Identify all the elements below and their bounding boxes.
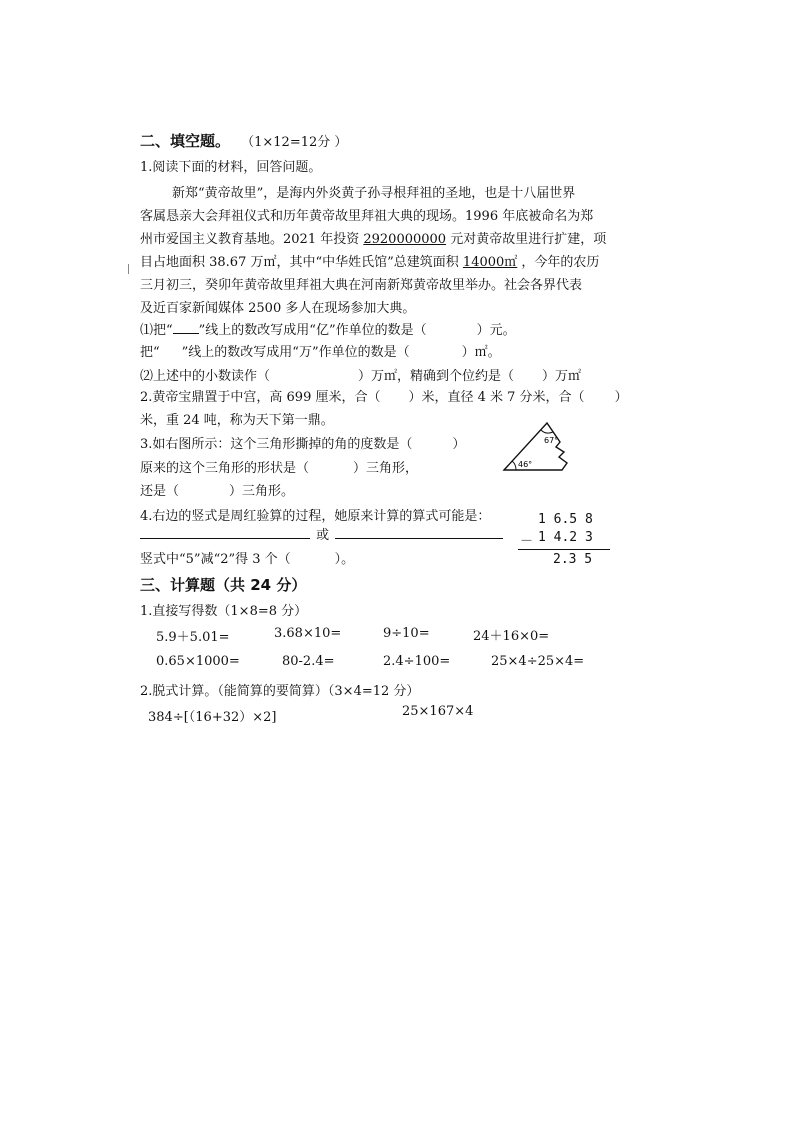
section2-title: 二、填空题。 [140, 132, 231, 150]
calc-item: 5.9＋5.01= [156, 630, 230, 645]
vertical-subtraction [518, 512, 610, 570]
q1-sub2-text: ）万㎡，精确到个位约是（ [358, 369, 515, 384]
q1-sub2-line [140, 365, 581, 384]
q2-text: ）米，直径 4 米 7 分米，合（ [408, 390, 585, 405]
calc-item: 80-2.4= [282, 654, 335, 669]
q3-text: ） [452, 437, 466, 452]
q4-answer-line [140, 524, 503, 543]
calc-item: 9÷10= [383, 626, 430, 641]
answer-line-1[interactable] [140, 524, 310, 539]
passage-line-5 [140, 274, 582, 293]
q1-stem: 1.阅读下面的材料，回答问题。 [140, 160, 322, 175]
q4-stem: 4.右边的竖式是周红验算的过程，她原来计算的算式可能是： [140, 509, 491, 524]
q3-text: 还是（ [140, 484, 180, 499]
q2-text: ） [614, 390, 628, 405]
q1-sub1-line-a [140, 319, 516, 338]
torn-triangle-figure [498, 416, 584, 474]
answer-line-2[interactable] [335, 524, 503, 539]
q3-line-2 [140, 457, 418, 476]
calc-item: 24＋16×0= [473, 629, 550, 644]
q1-sub1-text: 把“ [140, 345, 160, 360]
passage-text: ，今年的农历 [521, 255, 600, 270]
section2-heading [140, 130, 347, 151]
calc-item: 0.65×1000= [156, 654, 240, 669]
passage-line-1 [172, 182, 575, 201]
underlined-number-area: 14000㎡ [462, 255, 518, 270]
margin-mark [128, 264, 129, 274]
passage-line-4 [140, 251, 599, 270]
angle-label-46: 46° [518, 460, 533, 469]
q3-text: 原来的这个三角形的形状是（ [140, 461, 310, 476]
section2-score: （1×12=12分 ） [241, 135, 348, 150]
angle-arc-top [541, 430, 553, 433]
q3-line-3 [140, 480, 294, 499]
minus-sign: － [520, 534, 534, 549]
passage-line-3 [140, 228, 606, 247]
q1-sub1-text: ⑴把“ [140, 323, 173, 338]
angle-arc-bottom [512, 461, 516, 470]
calc-item: 2.4÷100= [383, 654, 451, 669]
q1-sub1-text: ）元。 [476, 323, 516, 338]
passage-text: 州市爱国主义教育基地。2021 年投资 [140, 232, 360, 247]
q3-line-1 [140, 433, 465, 452]
subtrahend: 1 4.2 3 [538, 530, 593, 545]
q2-line-1 [140, 386, 628, 405]
q1-sub1-text: ”线上的数改写成用“万”作单位的数是（ [181, 345, 410, 360]
underlined-number-investment: 2920000000 [363, 232, 447, 247]
q1-sub1-text: ）㎡。 [461, 345, 501, 360]
q4-text: 竖式中“5”减“2”得 3 个（ [140, 552, 291, 567]
passage-text: 新郑“黄帝故里”，是海内外炎黄子孙寻根拜祖的圣地，也是十八届世界 [172, 186, 576, 201]
q3-text: 3.如右图所示：这个三角形撕掉的角的度数是（ [140, 437, 413, 452]
passage-text: 目占地面积 38.67 万㎡，其中“中华姓氏馆”总建筑面积 [140, 255, 459, 270]
underline-marker [173, 319, 199, 334]
q4-or: 或 [316, 528, 330, 543]
angle-label-67: 67° [544, 436, 559, 445]
q3-text: ）三角形。 [229, 484, 295, 499]
q2-line-2: 米，重 24 吨，称为天下第一鼎。 [140, 413, 334, 428]
q1-sub2-text: ）万㎡ [542, 369, 582, 384]
minuend: 1 6.5 8 [538, 512, 593, 527]
calc-item: 3.68×10= [274, 626, 342, 641]
passage-text: 客属恳亲大会拜祖仪式和历年黄帝故里拜祖大典的现场。1996 年底被命名为郑 [140, 209, 594, 224]
q3-text: ）三角形， [353, 461, 419, 476]
q4-line-3 [140, 548, 354, 567]
section3-title: 三、计算题（共 24 分） [140, 576, 307, 594]
result-rule [518, 549, 610, 550]
q4-text: ）。 [334, 552, 355, 567]
q1-sub2-text: ⑵上述中的小数读作（ [140, 369, 271, 384]
passage-line-2 [140, 205, 593, 224]
calc-item: 25×4÷25×4= [491, 654, 585, 669]
calc-expression-1: 384÷[（16+32）×2] [148, 710, 277, 725]
calc-q1-stem: 1.直接写得数（1×8=8 分） [140, 604, 308, 619]
passage-line-6 [140, 297, 415, 316]
calc-q2-stem: 2.脱式计算。（能简算的要简算）（3×4=12 分） [140, 684, 420, 699]
q1-sub1-line-b [140, 341, 501, 360]
passage-text: 元对黄帝故里进行扩建，项 [450, 232, 607, 247]
difference: 2.3 5 [553, 552, 593, 567]
calc-expression-2: 25×167×4 [402, 704, 474, 719]
q2-text: 2.黄帝宝鼎置于中宫，高 699 厘米，合（ [140, 390, 381, 405]
passage-text: 三月初三，癸卯年黄帝故里拜祖大典在河南新郑黄帝故里举办。社会各界代表 [140, 278, 583, 293]
passage-text: 及近百家新闻媒体 2500 多人在现场参加大典。 [140, 301, 416, 316]
q1-sub1-text: ”线上的数改写成用“亿”作单位的数是（ [198, 323, 427, 338]
